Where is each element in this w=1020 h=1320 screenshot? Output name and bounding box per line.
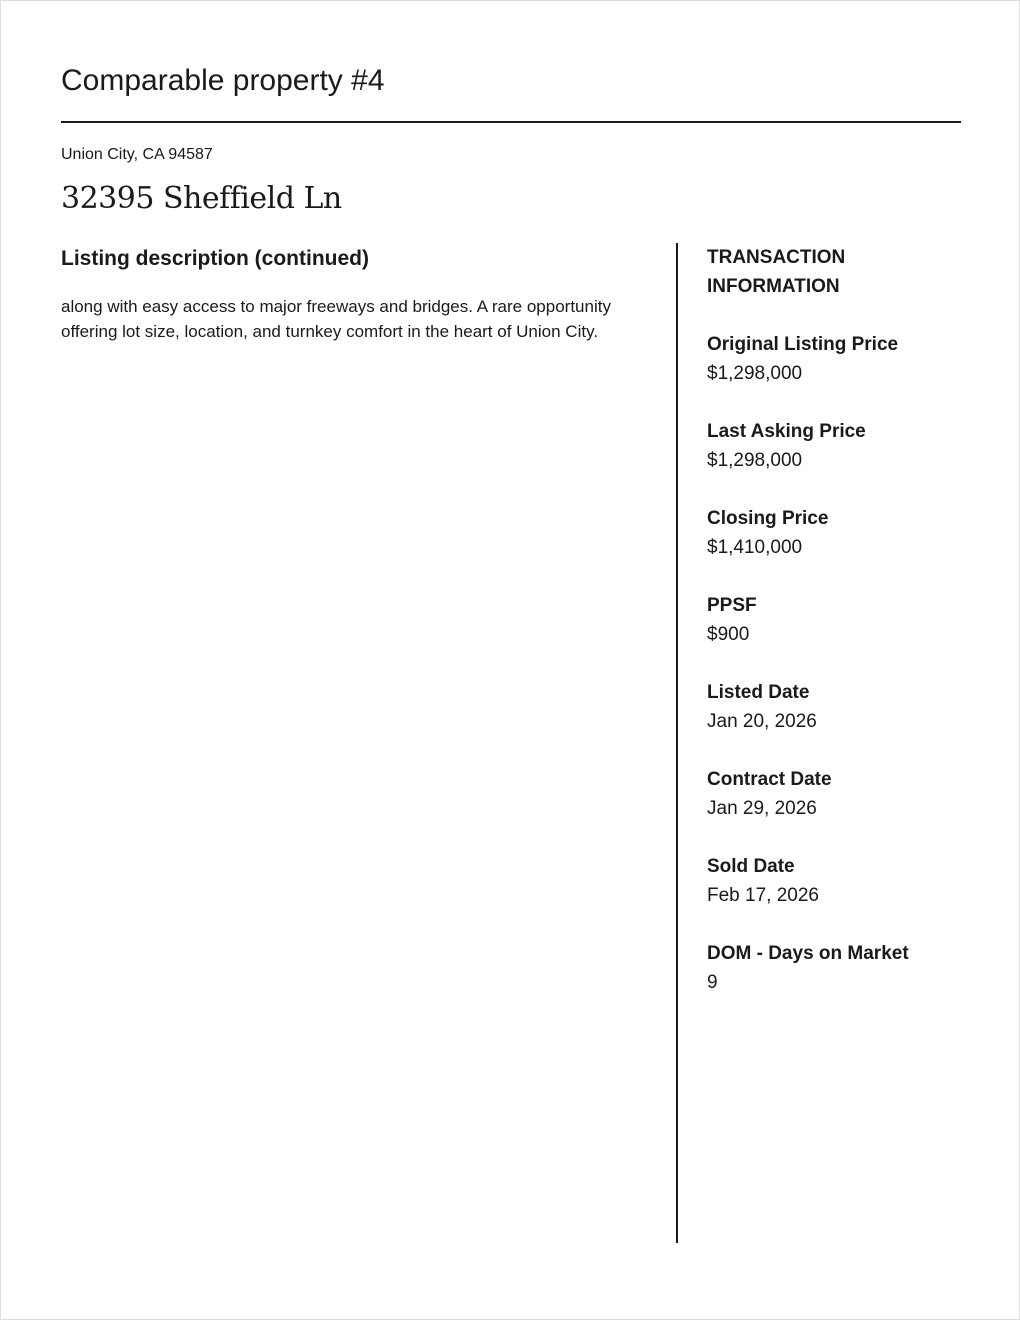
field-value: $900 <box>707 624 750 645</box>
field-last-asking-price <box>707 418 967 475</box>
property-address: 32395 Sheffield Ln <box>61 181 342 216</box>
transaction-information-heading: TRANSACTION INFORMATION <box>707 247 846 297</box>
field-listed-date <box>707 679 967 736</box>
column-divider <box>676 243 678 1243</box>
field-label: Listed Date <box>707 682 810 703</box>
listing-description-text: along with easy access to major freeways and bridges. A rare opportunity offering lot size, location, and turnkey comfort in the heart of Union City. <box>61 297 611 341</box>
field-ppsf <box>707 592 967 649</box>
field-value: 9 <box>707 972 718 993</box>
listing-description-section <box>61 244 651 344</box>
field-value: $1,298,000 <box>707 450 803 471</box>
field-sold-date <box>707 853 967 910</box>
listing-description-heading: Listing description (continued) <box>61 247 369 270</box>
field-label: DOM - Days on Market <box>707 943 909 964</box>
field-value: $1,298,000 <box>707 363 803 384</box>
property-city-line: Union City, CA 94587 <box>61 146 213 163</box>
field-label: Contract Date <box>707 769 832 790</box>
field-value: Jan 29, 2026 <box>707 798 817 819</box>
field-label: Closing Price <box>707 508 829 529</box>
transaction-information-panel <box>707 243 967 997</box>
field-value: Feb 17, 2026 <box>707 885 819 906</box>
field-closing-price <box>707 505 967 562</box>
field-label: Last Asking Price <box>707 421 866 442</box>
field-label: Sold Date <box>707 856 795 877</box>
field-days-on-market <box>707 940 967 997</box>
field-contract-date <box>707 766 967 823</box>
title-divider <box>61 121 961 123</box>
page-title: Comparable property #4 <box>61 64 385 97</box>
field-value: $1,410,000 <box>707 537 803 558</box>
field-label: PPSF <box>707 595 757 616</box>
field-label: Original Listing Price <box>707 334 899 355</box>
field-value: Jan 20, 2026 <box>707 711 817 732</box>
field-original-listing-price <box>707 331 967 388</box>
